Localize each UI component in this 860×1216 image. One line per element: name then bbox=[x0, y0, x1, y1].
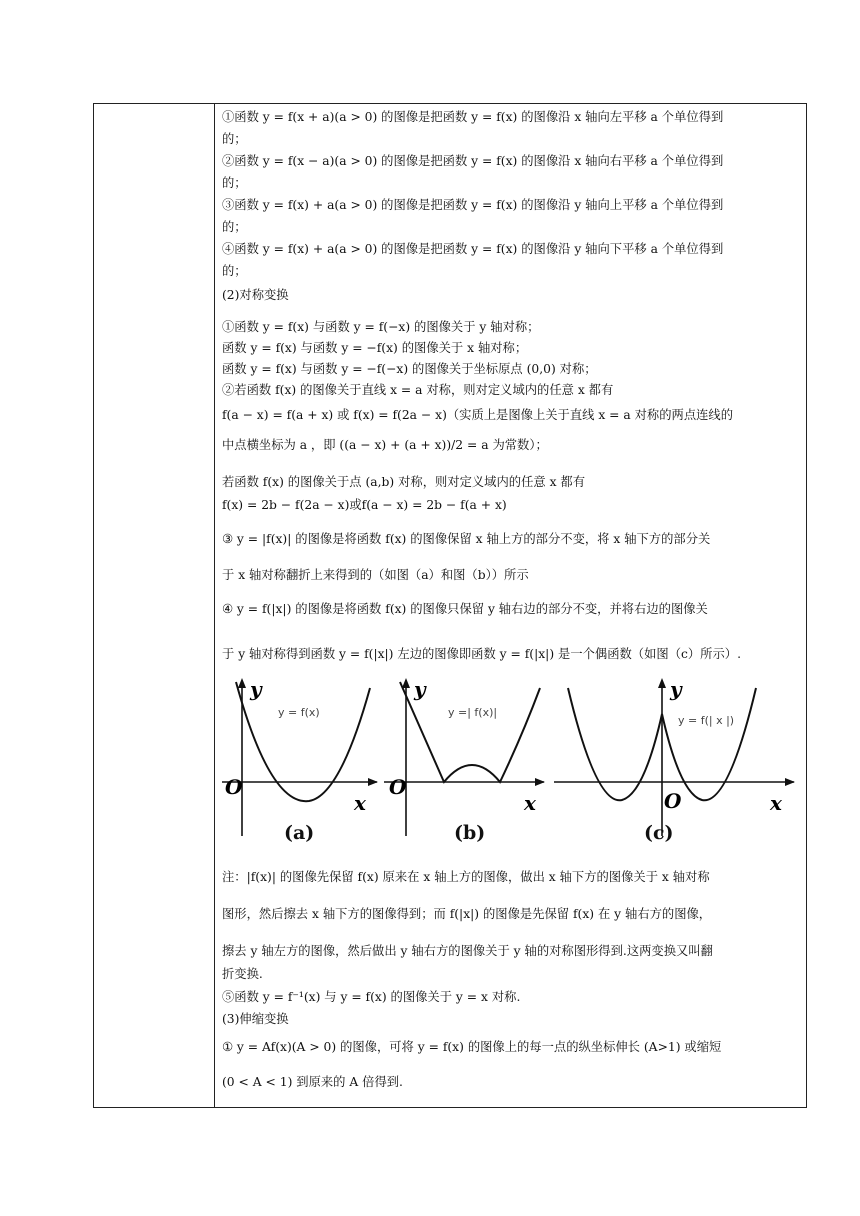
text-line: 中点横坐标为 a ，即 ((a − x) + (a + x))/2 = a 为常数）； bbox=[222, 438, 548, 452]
origin-label: O bbox=[225, 775, 243, 799]
text-line: ①函数 y = f(x + a)(a > 0) 的图像是把函数 y = f(x) 的图像沿 x 轴向左平移 a 个单位得到 bbox=[222, 110, 724, 124]
figures-row bbox=[222, 676, 802, 846]
text-line: 于 y 轴对称得到函数 y = f(|x|) 左边的图像即函数 y = f(|x|) 是一个偶函数（如图（c）所示）. bbox=[222, 647, 741, 661]
y-axis-label: y bbox=[670, 677, 682, 701]
caption-c: (c) bbox=[644, 822, 674, 844]
function-label: y = f(x) bbox=[278, 706, 320, 719]
y-arrow-icon bbox=[238, 678, 246, 688]
text-line: f(a − x) = f(a + x) 或 f(x) = f(2a − x)（实质上是图像上关于直线 x = a 对称的两点连线的 bbox=[222, 408, 734, 422]
x-axis-label: x bbox=[524, 791, 536, 815]
section-heading: (3)伸缩变换 bbox=[222, 1012, 289, 1026]
text-line: (0 < A < 1) 到原来的 A 倍得到. bbox=[222, 1075, 403, 1089]
text-line: 于 x 轴对称翻折上来得到的（如图（a）和图（b））所示 bbox=[222, 568, 529, 582]
text-line: 注：|f(x)| 的图像先保留 f(x) 原来在 x 轴上方的图像，做出 x 轴下方的图像关于 x 轴对称 bbox=[222, 870, 710, 884]
text-line: 的； bbox=[222, 132, 247, 146]
function-label: y =| f(x)| bbox=[448, 706, 498, 719]
text-line: ②函数 y = f(x − a)(a > 0) 的图像是把函数 y = f(x) 的图像沿 x 轴向右平移 a 个单位得到 bbox=[222, 154, 724, 168]
text-line: ④函数 y = f(x) + a(a > 0) 的图像是把函数 y = f(x) 的图像沿 y 轴向下平移 a 个单位得到 bbox=[222, 242, 724, 256]
text-line: 若函数 f(x) 的图像关于点 (a,b) 对称，则对定义域内的任意 x 都有 bbox=[222, 475, 586, 489]
text-line: 的； bbox=[222, 264, 247, 278]
text-line: 函数 y = f(x) 与函数 y = −f(−x) 的图像关于坐标原点 (0,0) 对称； bbox=[222, 362, 597, 376]
x-arrow-icon bbox=[535, 778, 545, 786]
y-axis-label: y bbox=[250, 677, 262, 701]
text-line: 图形，然后擦去 x 轴下方的图像得到；而 f(|x|) 的图像是先保留 f(x) 在 y 轴右方的图像， bbox=[222, 907, 712, 921]
text-line: 的； bbox=[222, 220, 247, 234]
x-axis-label: x bbox=[770, 791, 782, 815]
figure-a bbox=[222, 676, 382, 846]
y-axis-label: y bbox=[414, 677, 426, 701]
section-heading: (2)对称变换 bbox=[222, 288, 289, 302]
text-line: ②若函数 f(x) 的图像关于直线 x = a 对称，则对定义域内的任意 x 都有 bbox=[222, 383, 614, 397]
text-line: 函数 y = f(x) 与函数 y = −f(x) 的图像关于 x 轴对称； bbox=[222, 341, 528, 355]
x-arrow-icon bbox=[785, 778, 795, 786]
text-line: f(x) = 2b − f(2a − x)或f(a − x) = 2b − f(a + x) bbox=[222, 498, 507, 512]
caption-a: (a) bbox=[284, 822, 315, 844]
text-line: 擦去 y 轴左方的图像，然后做出 y 轴右方的图像关于 y 轴的对称图形得到.这两变换又叫翻 bbox=[222, 944, 713, 958]
text-line: ④ y = f(|x|) 的图像是将函数 f(x) 的图像只保留 y 轴右边的部分不变，并将右边的图像关 bbox=[222, 602, 708, 616]
text-line: ③函数 y = f(x) + a(a > 0) 的图像是把函数 y = f(x) 的图像沿 y 轴向上平移 a 个单位得到 bbox=[222, 198, 724, 212]
function-label: y = f(| x |) bbox=[678, 714, 735, 727]
figure-c bbox=[554, 676, 802, 846]
x-axis-label: x bbox=[354, 791, 366, 815]
text-line: ①函数 y = f(x) 与函数 y = f(−x) 的图像关于 y 轴对称； bbox=[222, 320, 540, 334]
figure-b bbox=[384, 676, 549, 846]
text-line: 的； bbox=[222, 176, 247, 190]
x-arrow-icon bbox=[368, 778, 378, 786]
y-arrow-icon bbox=[402, 678, 410, 688]
text-line: 折变换. bbox=[222, 967, 263, 981]
caption-b: (b) bbox=[454, 822, 486, 844]
origin-label: O bbox=[664, 789, 682, 813]
column-divider bbox=[214, 104, 215, 1107]
text-line: ⑤函数 y = f⁻¹(x) 与 y = f(x) 的图像关于 y = x 对称. bbox=[222, 990, 521, 1004]
origin-label: O bbox=[389, 775, 407, 799]
y-arrow-icon bbox=[658, 678, 666, 688]
table-frame bbox=[93, 103, 807, 1108]
text-line: ③ y = |f(x)| 的图像是将函数 f(x) 的图像保留 x 轴上方的部分不变，将 x 轴下方的部分关 bbox=[222, 532, 711, 546]
text-line: ① y = Af(x)(A > 0) 的图像，可将 y = f(x) 的图像上的每一点的纵坐标伸长 (A>1) 或缩短 bbox=[222, 1040, 722, 1054]
